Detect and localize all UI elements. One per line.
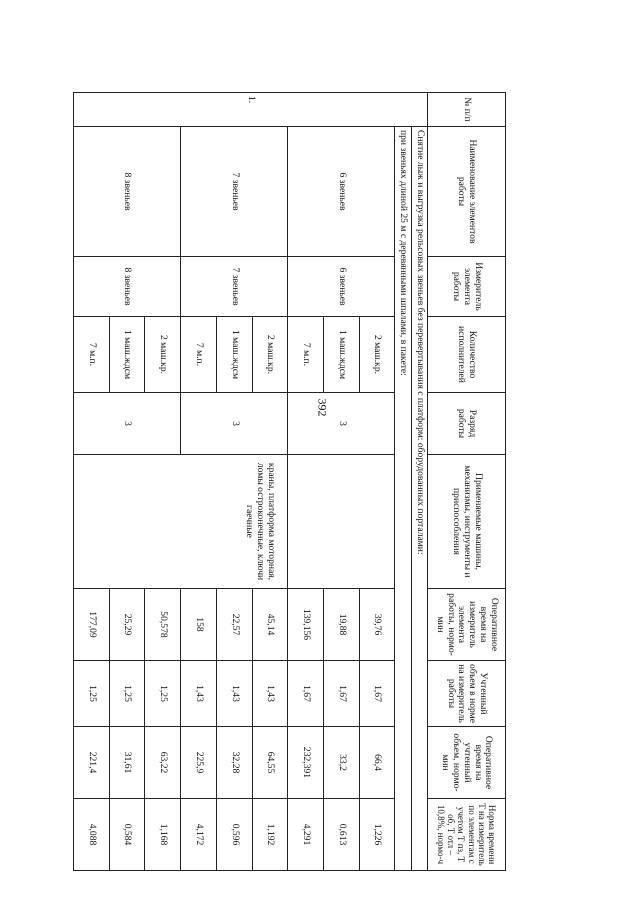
crew-cell: 1 маш.ждсм: [216, 317, 252, 393]
element-meter: 7 звеньев: [181, 257, 288, 317]
crew-cell: 2 маш.кр.: [359, 317, 395, 393]
header-num: № п/п: [428, 93, 506, 127]
header-grade: Разряд работы: [428, 393, 506, 455]
crew-cell: 1 маш.ждсм: [323, 317, 359, 393]
op-time-cell: 177,09: [74, 589, 110, 661]
norm-cell: 4,088: [74, 799, 110, 871]
op-time-cell: 45,14: [252, 589, 288, 661]
header-norm: Норма времени Т на измеритель по элементам с учетом Т пз, Т об, Т отл – 10,8%, нормо-ч: [428, 799, 506, 871]
subsection-title: при звеньях длиной 25 м с деревянными шпалами, в пакете:: [395, 127, 411, 871]
op-time-volume-cell: 33,2: [323, 727, 359, 799]
op-time-volume-cell: 32,28: [216, 727, 252, 799]
volume-cell: 1,67: [323, 661, 359, 727]
header-equipment: Применяемые машины, механизмы, инструменты и приспособления: [428, 455, 506, 589]
volume-cell: 1,43: [181, 661, 217, 727]
section-title: Снятие лыж и выгрузка рельсовых звеньев без перевертывания с платформ: оборудованных порталами:: [411, 127, 427, 871]
equipment-blank: [288, 455, 395, 589]
op-time-cell: 158: [181, 589, 217, 661]
op-time-volume-cell: 232,391: [288, 727, 324, 799]
section-row: [411, 93, 427, 871]
page-number: 392: [315, 398, 330, 417]
op-time-cell: 50,578: [145, 589, 181, 661]
volume-cell: 1,67: [288, 661, 324, 727]
grade-cell: 3: [181, 393, 288, 455]
subsection-row: [395, 93, 411, 871]
norm-cell: 0,596: [216, 799, 252, 871]
element-meter: 6 звеньев: [288, 257, 395, 317]
element-meter: 8 звеньев: [74, 257, 181, 317]
volume-cell: 1,25: [145, 661, 181, 727]
header-op-time: Оперативное время на измеритель элемента работы, нормо-мин: [428, 589, 506, 661]
header-row: [428, 93, 506, 871]
op-time-cell: 39,76: [359, 589, 395, 661]
op-time-volume-cell: 31,61: [109, 727, 145, 799]
volume-cell: 1,25: [74, 661, 110, 727]
norm-cell: 0,613: [323, 799, 359, 871]
header-crew: Количество исполнителей: [428, 317, 506, 393]
header-meter: Измеритель элемента работы: [428, 257, 506, 317]
equipment-cell: краны, платформа моторная, ломы остроконечные, ключи гаечные: [74, 455, 288, 589]
op-time-volume-cell: 221,4: [74, 727, 110, 799]
norm-cell: 1,168: [145, 799, 181, 871]
volume-cell: 1,43: [216, 661, 252, 727]
volume-cell: 1,67: [359, 661, 395, 727]
norm-cell: 0,584: [109, 799, 145, 871]
header-volume: Учтенный объем в норме на измеритель работы: [428, 661, 506, 727]
op-time-volume-cell: 66,4: [359, 727, 395, 799]
crew-cell: 7 м.п.: [74, 317, 110, 393]
norm-cell: 4,291: [288, 799, 324, 871]
header-op-time-volume: Оперативное время на учтенный объем, нормо-мин: [428, 727, 506, 799]
norm-cell: 1,192: [252, 799, 288, 871]
table-row: [359, 93, 395, 871]
op-time-cell: 139,156: [288, 589, 324, 661]
grade-cell: 3: [288, 393, 395, 455]
crew-cell: 2 маш.кр.: [145, 317, 181, 393]
norm-cell: 4,172: [181, 799, 217, 871]
op-time-cell: 25,29: [109, 589, 145, 661]
volume-cell: 1,43: [252, 661, 288, 727]
norm-table: [73, 92, 506, 871]
op-time-cell: 22,57: [216, 589, 252, 661]
op-time-volume-cell: 64,55: [252, 727, 288, 799]
header-name: Наименование элементов работы: [428, 127, 506, 257]
table-row: [252, 93, 288, 871]
rotated-table-container: [73, 92, 506, 870]
volume-cell: 1,25: [109, 661, 145, 727]
grade-cell: 3: [74, 393, 181, 455]
crew-cell: 7 м.п.: [288, 317, 324, 393]
element-name: 7 звеньев: [181, 127, 288, 257]
crew-cell: 1 маш.ждсм: [109, 317, 145, 393]
op-time-volume-cell: 63,22: [145, 727, 181, 799]
element-name: 8 звеньев: [74, 127, 181, 257]
norm-cell: 1,226: [359, 799, 395, 871]
op-time-cell: 19,88: [323, 589, 359, 661]
crew-cell: 7 м.п.: [181, 317, 217, 393]
item-number: 1.: [74, 93, 428, 127]
crew-cell: 2 маш.кр.: [252, 317, 288, 393]
element-name: 6 звеньев: [288, 127, 395, 257]
op-time-volume-cell: 225,9: [181, 727, 217, 799]
